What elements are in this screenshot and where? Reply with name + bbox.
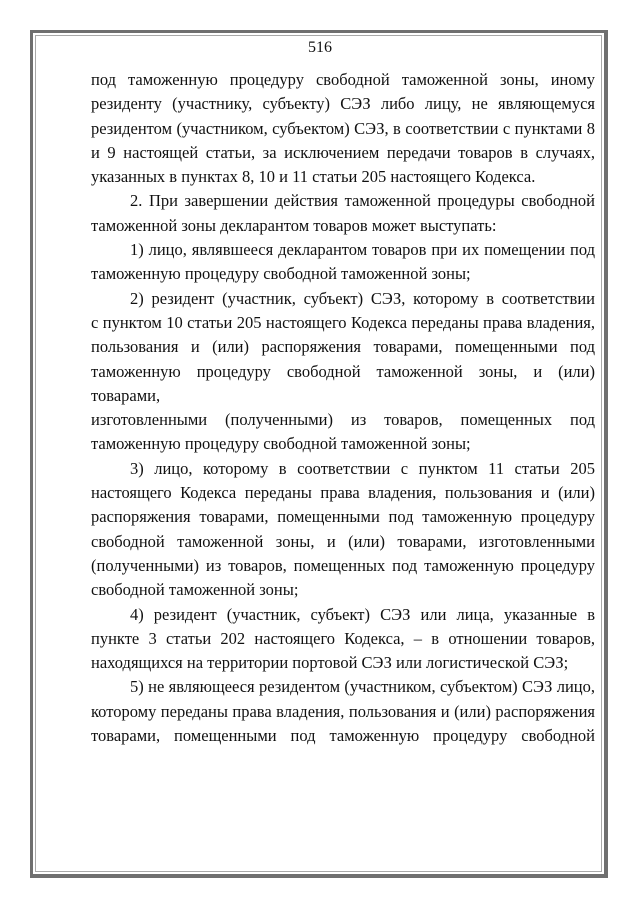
document-text (91, 68, 595, 748)
paragraph (91, 238, 595, 287)
text-line: распоряжения товарами, помещенными под таможенную процедуру (91, 507, 595, 527)
text-line: находящихся на территории портовой СЭЗ или логистической СЭЗ; (91, 653, 569, 673)
text-line: настоящего Кодекса переданы права владения, пользования и (или) (91, 483, 595, 503)
text-line: таможенной зоны декларантом товаров может выступать: (91, 215, 497, 235)
text-line: таможенную процедуру свободной таможенной зоны; (91, 264, 471, 284)
text-line: 5) не являющееся резидентом (участником, субъектом) СЭЗ лицо, (130, 677, 595, 697)
text-line: резидентом (участником, субъектом) СЭЗ, в соответствии с пунктами 8 (91, 118, 595, 138)
text-line: с пунктом 10 статьи 205 настоящего Кодекса переданы права владения, (91, 312, 595, 332)
text-line: пункте 3 статьи 202 настоящего Кодекса, – в отношении товаров, (91, 628, 595, 648)
text-line: которому переданы права владения, пользования и (или) распоряжения (91, 701, 595, 721)
text-line: 4) резидент (участник, субъект) СЭЗ или лица, указанные в (130, 604, 595, 624)
text-line: 2. При завершении действия таможенной процедуры свободной (130, 191, 595, 211)
text-line: товарами, помещенными под таможенную процедуру свободной (91, 726, 595, 746)
text-line: 3) лицо, которому в соответствии с пунктом 11 статьи 205 (130, 458, 595, 478)
paragraph (91, 68, 595, 189)
text-line: таможенную процедуру свободной таможенной зоны; (91, 434, 471, 454)
text-line: свободной таможенной зоны, и (или) товарами, изготовленными (91, 531, 595, 551)
text-line: 2) резидент (участник, субъект) СЭЗ, которому в соответствии (130, 288, 595, 308)
text-line: и 9 настоящей статьи, за исключением передачи товаров в случаях, (91, 142, 595, 162)
text-line: резиденту (участнику, субъекту) СЭЗ либо лицу, не являющемуся (91, 94, 595, 114)
text-line: указанных в пунктах 8, 10 и 11 статьи 205 настоящего Кодекса. (91, 167, 536, 187)
paragraph (91, 189, 595, 238)
text-line: изготовленными (полученными) из товаров, помещенных под (91, 410, 595, 430)
text-line: свободной таможенной зоны; (91, 580, 299, 600)
page-number: 516 (308, 39, 332, 56)
text-line: таможенную процедуру свободной таможенной зоны, и (или) товарами, (91, 361, 595, 405)
paragraph (91, 457, 595, 603)
text-line: пользования и (или) распоряжения товарами, помещенными под (91, 337, 595, 357)
paragraph (91, 287, 595, 457)
text-line: под таможенную процедуру свободной таможенной зоны, иному (91, 70, 595, 89)
paragraph (91, 675, 595, 748)
text-line: 1) лицо, являвшееся декларантом товаров при их помещении под (130, 240, 595, 260)
text-line: (полученными) из товаров, помещенных под таможенную процедуру (91, 555, 595, 575)
paragraph (91, 603, 595, 676)
